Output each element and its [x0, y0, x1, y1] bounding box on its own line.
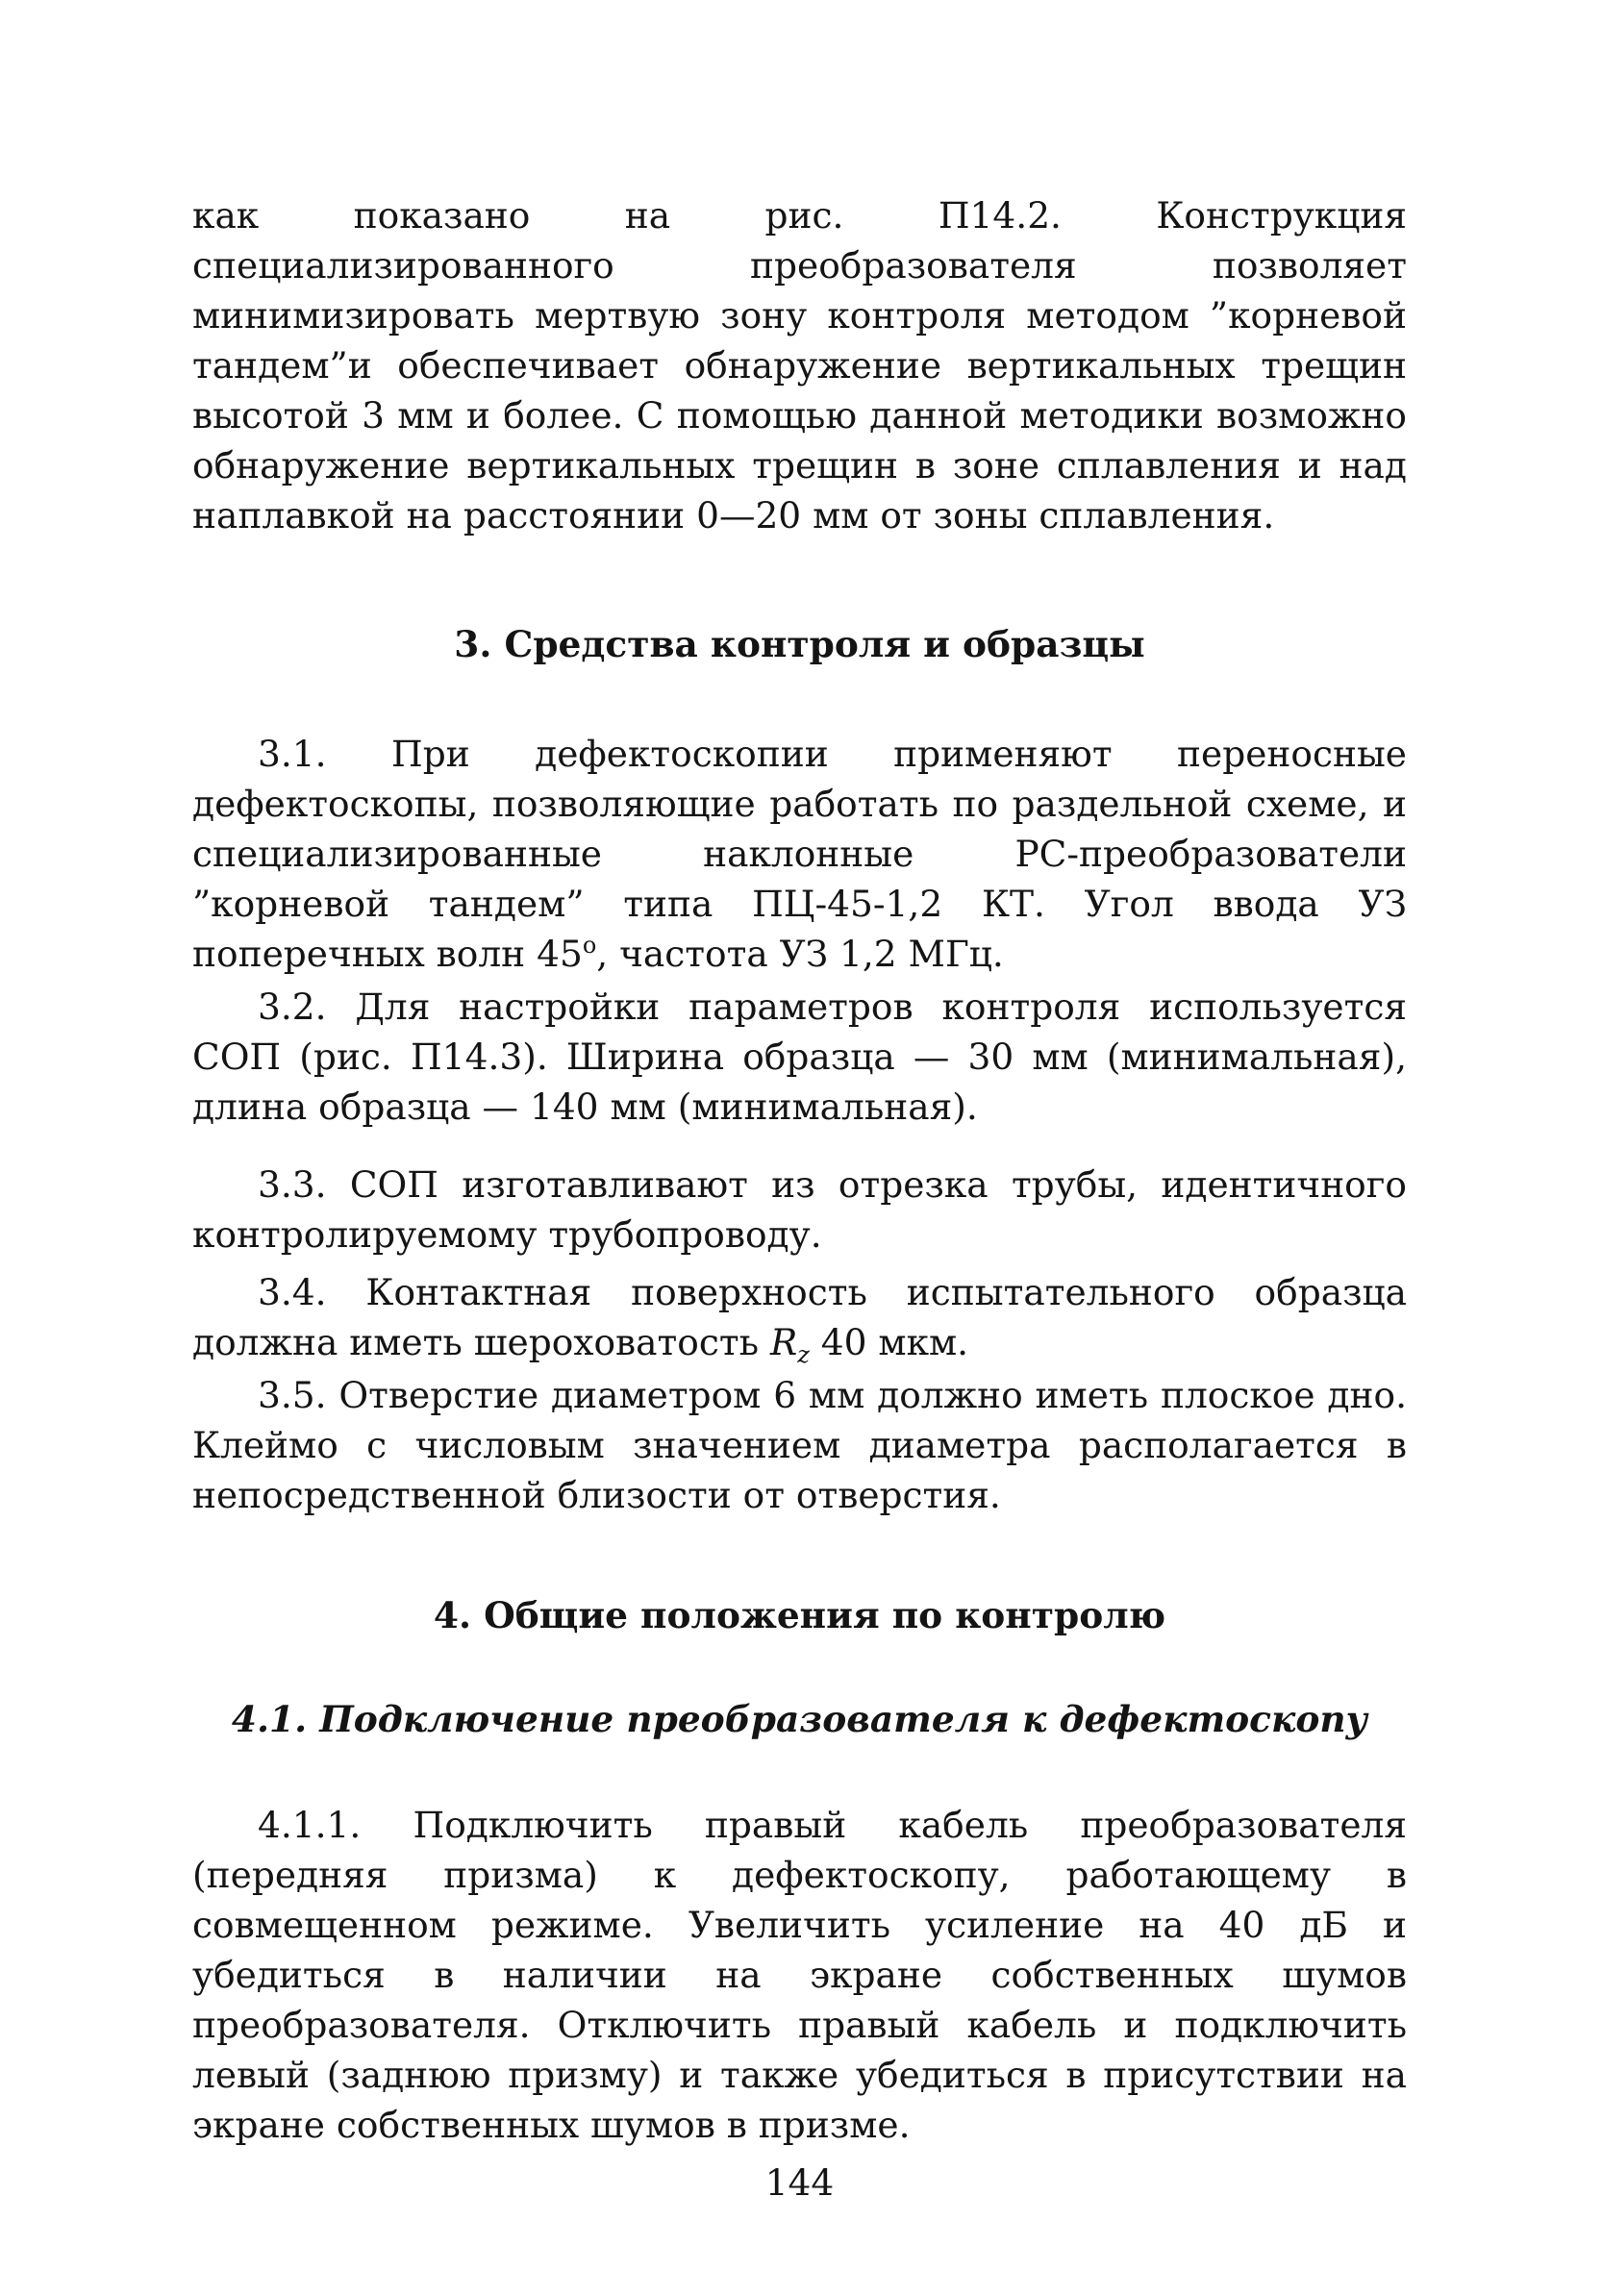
paragraph-3-2: 3.2. Для настройки параметров контроля используется СОП (рис. П14.3). Ширина образца — 30 мм (минимальная), длина образца — 140 мм (минимальная).	[192, 986, 1407, 1128]
paragraph-3-3: 3.3. СОП изготавливают из отрезка трубы, идентичного контролируемому трубопроводу.	[192, 1163, 1407, 1256]
roughness-symbol: $R_z$	[769, 1321, 810, 1368]
paragraph-3-1-end: , частота УЗ 1,2 МГц.	[596, 933, 1004, 975]
subsection-4-1-heading: 4.1. Подключение преобразователя к дефектоскопу	[231, 1698, 1368, 1740]
paragraph-4-1-1: 4.1.1. Подключить правый кабель преобразователя (передняя призма) к дефектоскопу, работающему в совмещенном режиме. Увеличить усиление на 40 дБ и убедиться в наличии на экране собственных шумов преобразователя. Отключить правый кабель и подключить левый (заднюю призму) и также убедиться в присутствии на экране собственных шумов в призме.	[192, 1804, 1407, 2146]
paragraph-3-4-text: 3.4. Контактная поверхность испытательного образца должна иметь шероховатость	[192, 1271, 1407, 1363]
paragraph-3-5: 3.5. Отверстие диаметром 6 мм должно иметь плоское дно. Клеймо с числовым значением диаметра располагается в непосредственной близости от отверстия.	[192, 1374, 1407, 1516]
paragraph-3-4-end: 40 мкм.	[820, 1321, 969, 1363]
section-3-heading: 3. Средства контроля и образцы	[454, 623, 1145, 665]
degree-superscript: о	[582, 932, 597, 959]
section-4-heading: 4. Общие положения по контролю	[433, 1594, 1166, 1636]
document-page	[192, 0, 1407, 2296]
paragraph-3-1	[192, 729, 1407, 979]
page-number: 144	[764, 2161, 835, 2204]
intro-paragraph: как показано на рис. П14.2. Конструкция специализированного преобразователя позволяет минимизировать мертвую зону контроля методом ”корневой тандем”и обеспечивает обнаружение вертикальных трещин высотой 3 мм и более. С помощью данной методики возможно обнаружение вертикальных трещин в зоне сплавления и над наплавкой на расстоянии 0—20 мм от зоны сплавления.	[192, 194, 1407, 537]
paragraph-3-4	[192, 1267, 1407, 1380]
paragraph-3-1-text: 3.1. При дефектоскопии применяют переносные дефектоскопы, позволяющие работать по раздельной схеме, и специализированные наклонные РС-преобразователи ”корневой тандем” типа ПЦ-45-1,2 КТ. Угол ввода УЗ поперечных волн 45	[192, 733, 1407, 975]
